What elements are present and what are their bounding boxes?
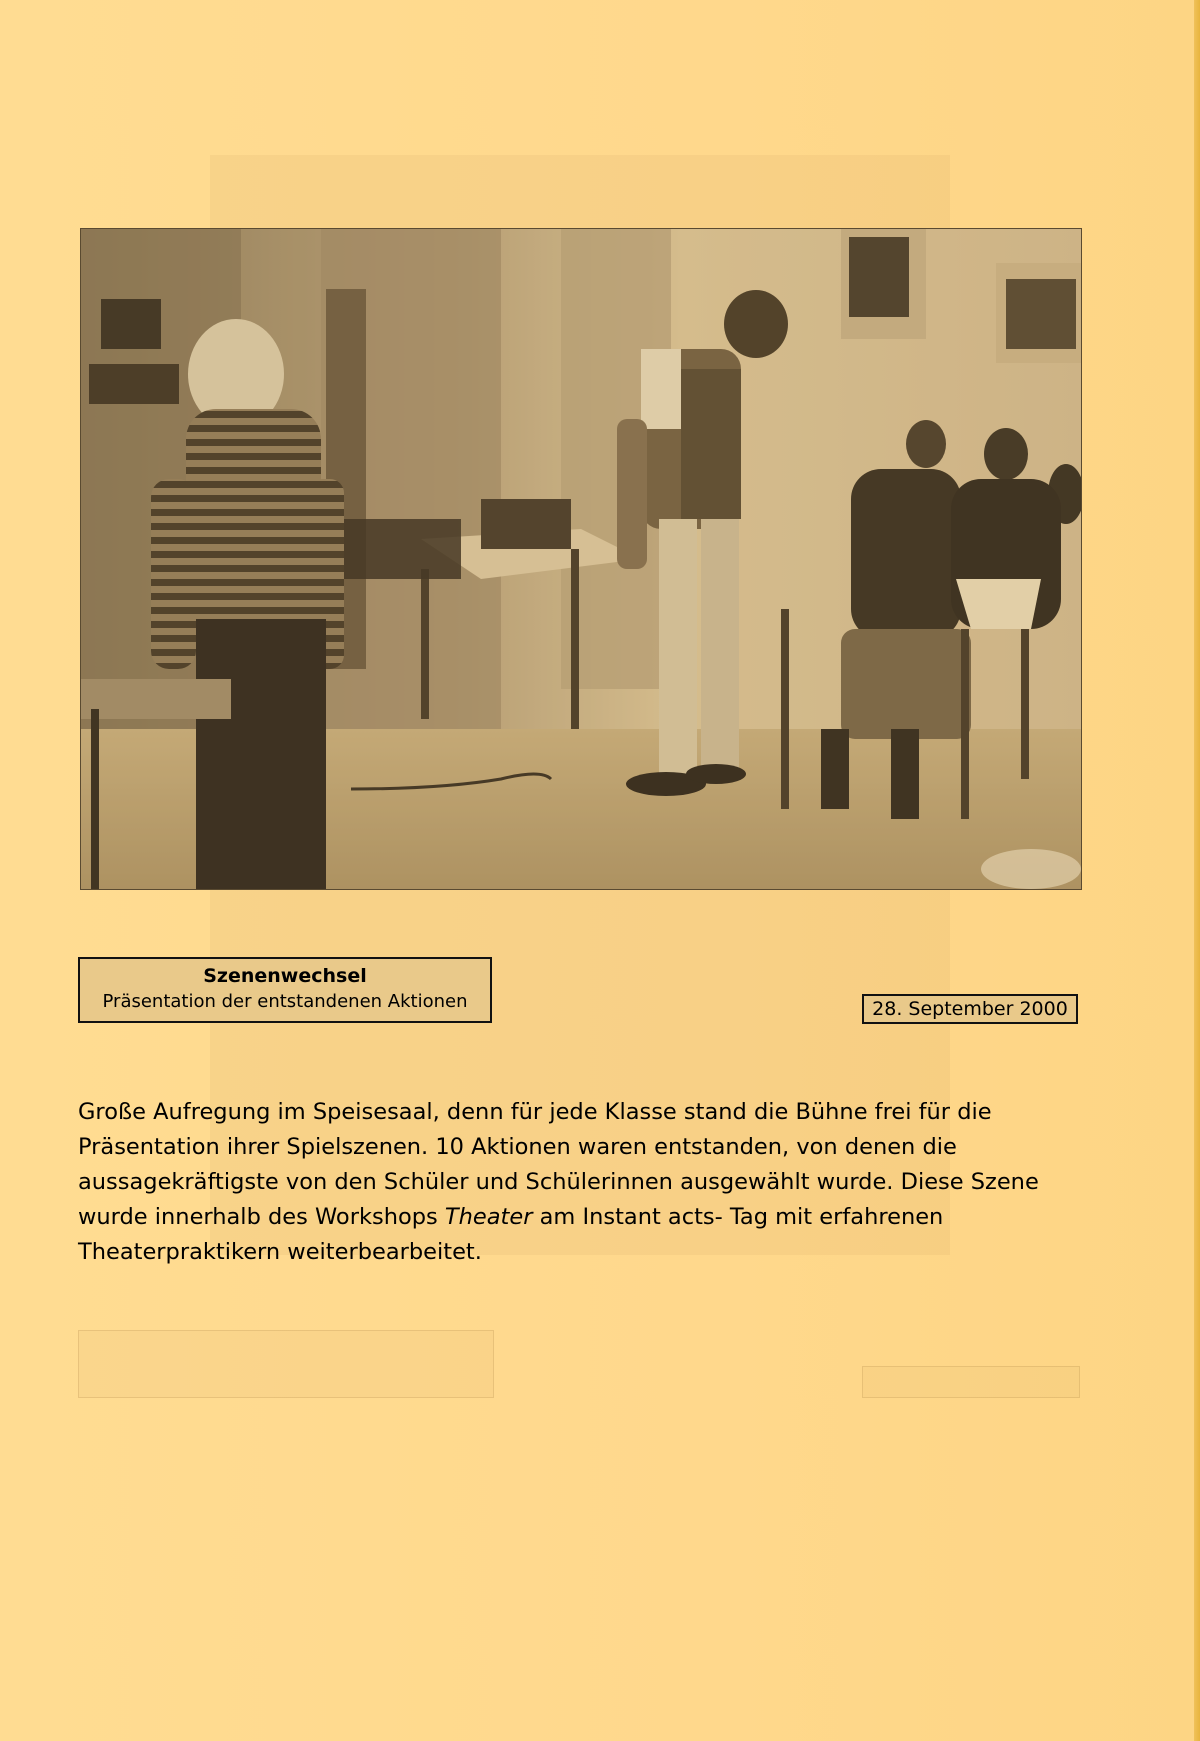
bleed-through-box — [862, 1366, 1080, 1398]
body-line — [78, 1200, 1088, 1235]
photo-illustration — [81, 229, 1081, 889]
body-text-segment: wurde innerhalb des Workshops — [78, 1204, 445, 1230]
body-line: Präsentation ihrer Spielszenen. 10 Aktionen waren entstanden, von denen die — [78, 1134, 957, 1160]
caption-box — [78, 957, 492, 1023]
body-line: Große Aufregung im Speisesaal, denn für jede Klasse stand die Bühne frei für die — [78, 1099, 992, 1125]
body-text-segment: am Instant acts- Tag mit erfahrenen — [532, 1204, 944, 1230]
body-paragraph — [78, 1095, 1088, 1270]
caption-subtitle: Präsentation der entstandenen Aktionen — [102, 991, 468, 1012]
bleed-through-box — [78, 1330, 494, 1398]
date-label: 28. September 2000 — [862, 994, 1078, 1024]
paper-edge — [1194, 0, 1200, 1741]
workshop-name: Theater — [444, 1204, 533, 1230]
body-line: aussagekräftigste von den Schüler und Schülerinnen ausgewählt wurde. Diese Szene — [78, 1169, 1039, 1195]
caption-title: Szenenwechsel — [203, 965, 367, 987]
body-line: Theaterpraktikern weiterbearbeitet. — [78, 1239, 482, 1265]
theater-photo — [80, 228, 1082, 890]
